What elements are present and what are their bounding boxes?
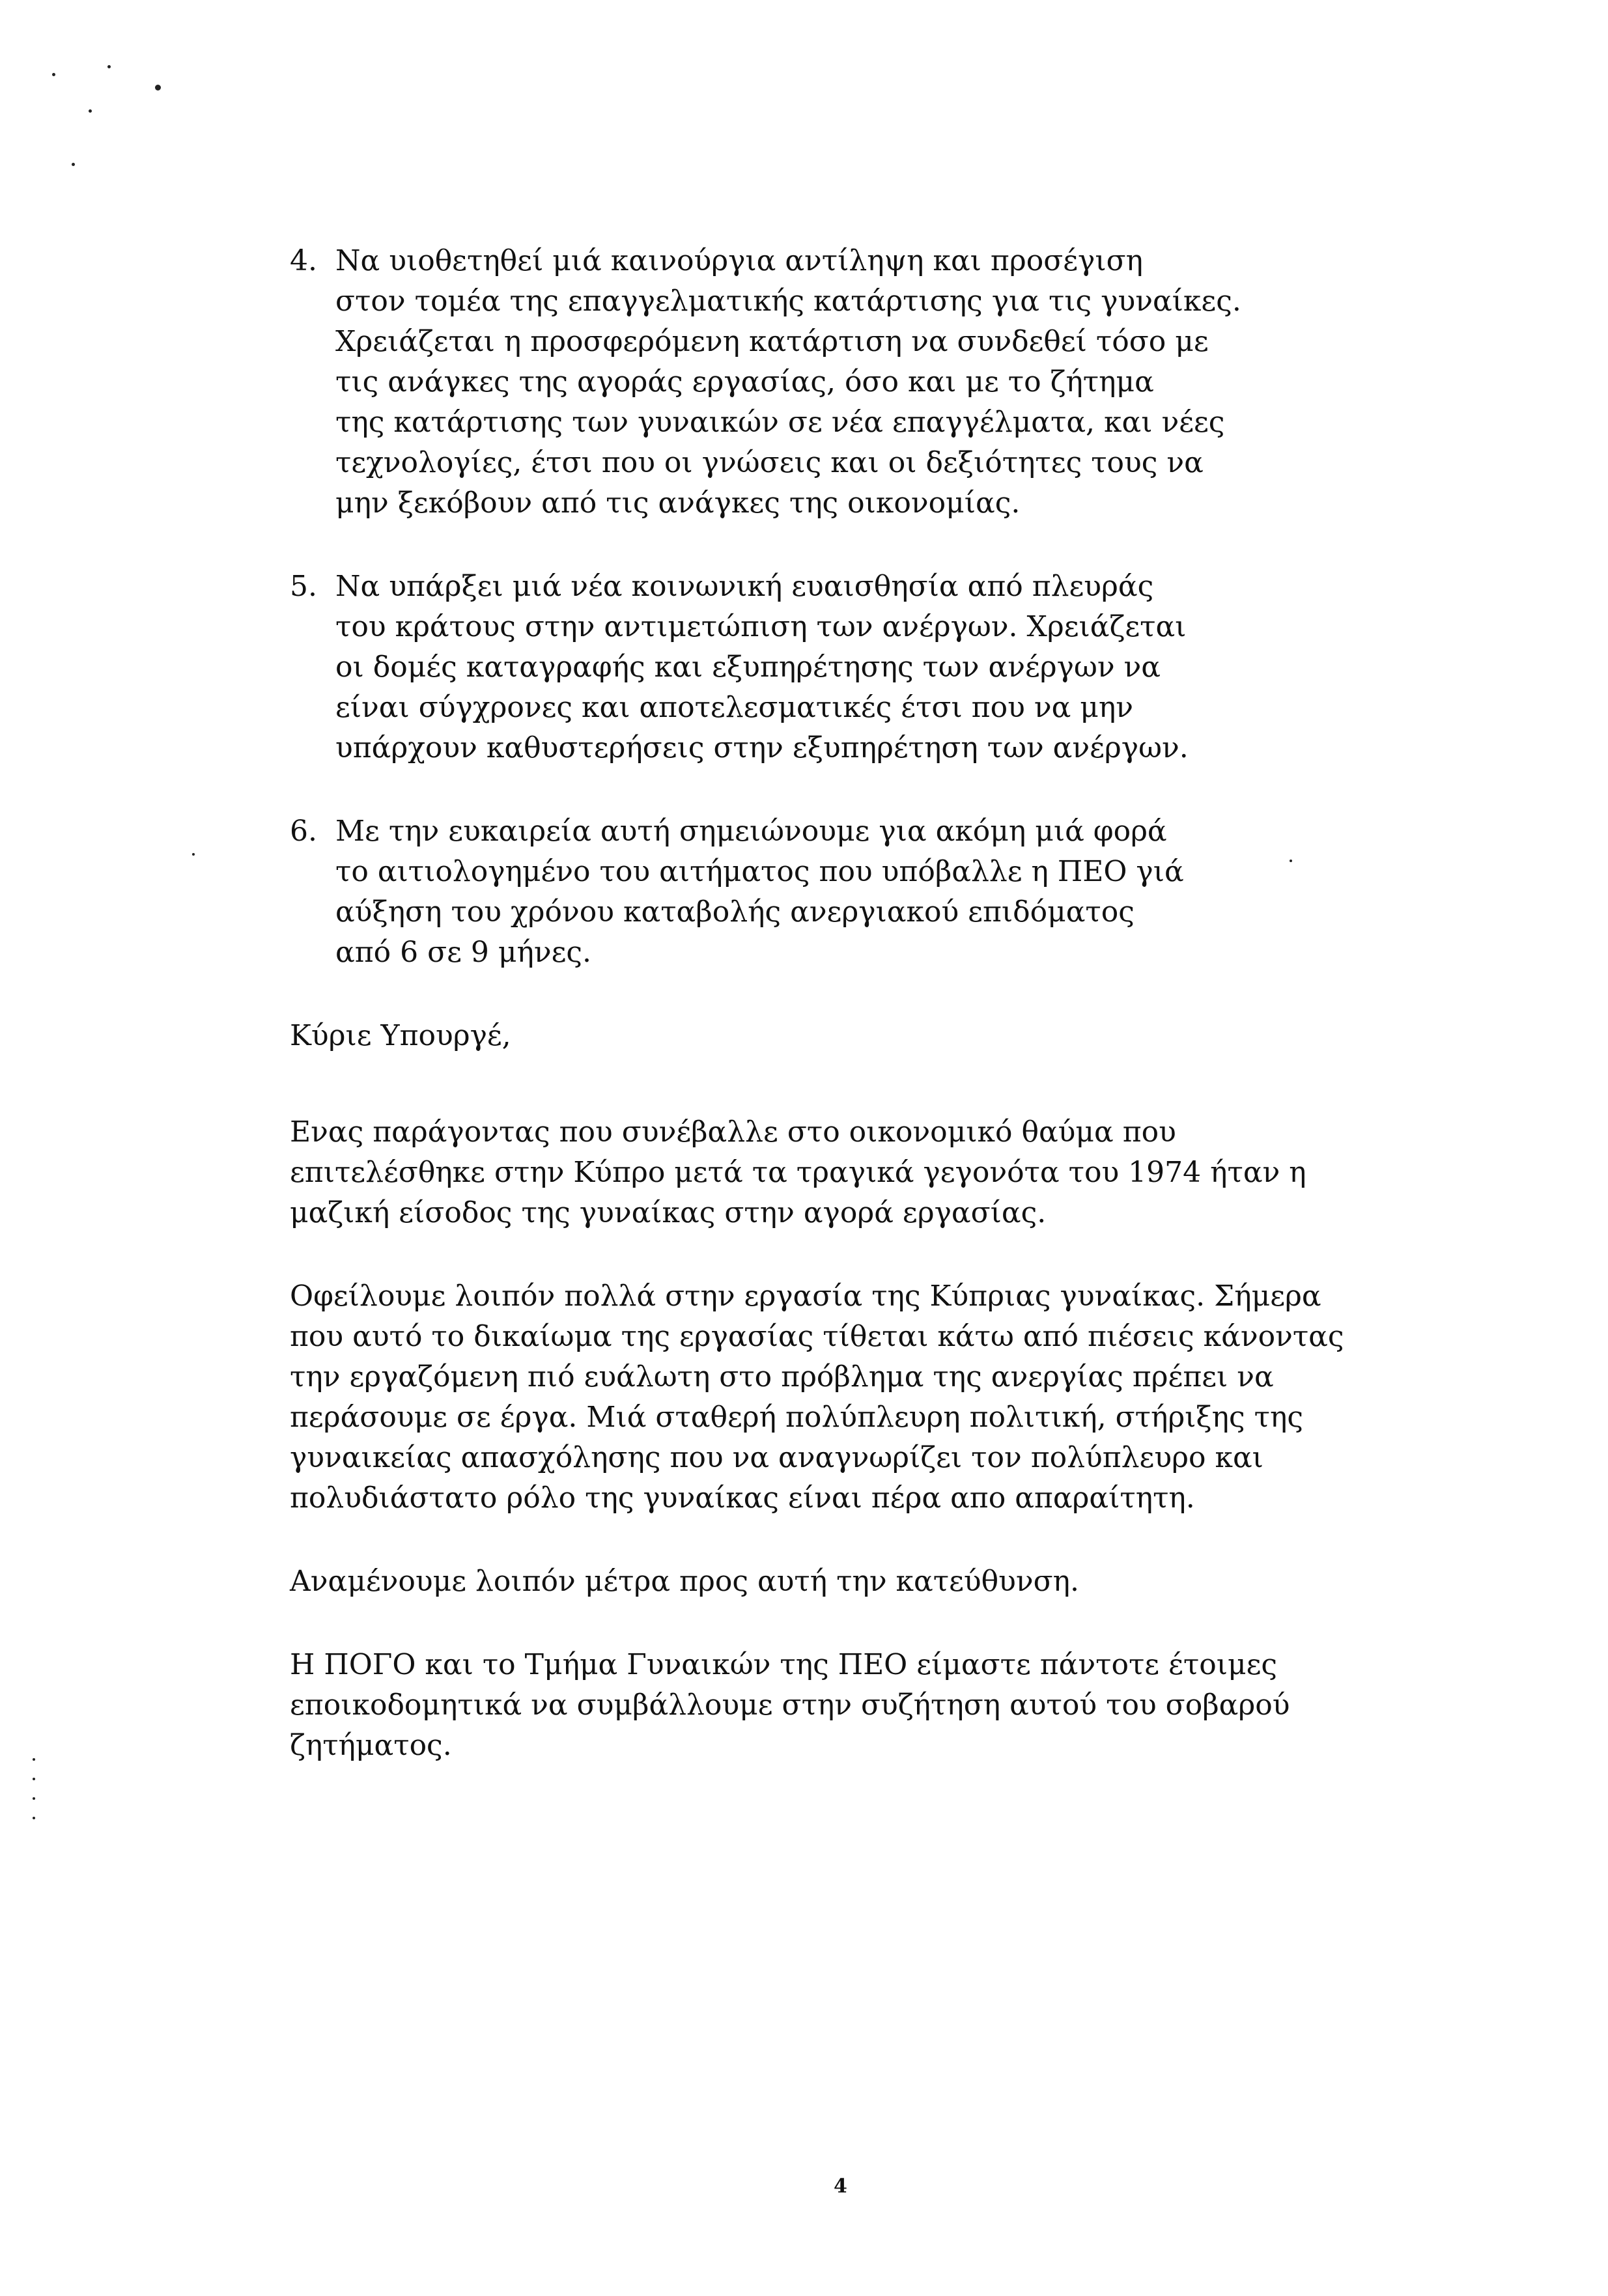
scan-speck bbox=[33, 1797, 35, 1800]
scan-speck bbox=[33, 1817, 35, 1819]
document-body bbox=[290, 241, 1410, 1809]
list-number: 5. bbox=[290, 570, 317, 603]
list-number: 6. bbox=[290, 815, 317, 848]
scan-speck bbox=[33, 1778, 35, 1780]
scan-speck bbox=[89, 109, 92, 113]
scan-speck bbox=[72, 163, 75, 166]
scan-speck bbox=[192, 853, 195, 856]
scan-speck bbox=[33, 1758, 35, 1761]
paragraph-closing: Η ΠΟΓΟ και το Τμήμα Γυναικών της ΠΕΟ είμαστε πάντοτε έτοιμες εποικοδομητικά να συμβάλλουμε στην συζήτηση αυτού του σοβαρού ζητήματος. bbox=[290, 1648, 1290, 1762]
paragraph-womens-work: Οφείλουμε λοιπόν πολλά στην εργασία της Κύπριας γυναίκας. Σήμερα που αυτό το δικαίωμα της εργασίας τίθεται κάτω από πιέσεις κάνοντας την εργαζόμενη πιό ευάλωτη στο πρόβλημα της ανεργίας πρέπει να περάσουμε σε έργα. Μιά σταθερή πολύπλευρη πολιτική, στήριξης της γυναικείας απασχόλησης που να αναγνωρίζει τον πολύπλευρο και πολυδιάστατο ρόλο της γυναίκας είναι πέρα απο απαραίτητη. bbox=[290, 1280, 1344, 1515]
salutation: Κύριε Υπουργέ, bbox=[290, 1019, 511, 1052]
page-number: 4 bbox=[834, 2175, 847, 2198]
scan-speck bbox=[155, 85, 161, 91]
list-text: Να υπάρξει μιά νέα κοινωνική ευαισθησία από πλευράς του κράτους στην αντιμετώπιση των ανέργων. Χρειάζεται οι δομές καταγραφής και εξυπηρέτησης των ανέργων να είναι σύγχρονες και αποτελεσματικές έτσι που να μην υπάρχουν καθυστερήσεις στην εξυπηρέτηση των ανέργων. bbox=[335, 570, 1189, 764]
list-item-5 bbox=[290, 567, 1410, 768]
paragraph-economic-miracle: Ενας παράγοντας που συνέβαλλε στο οικονομικό θαύμα που επιτελέσθηκε στην Κύπρο μετά τα τραγικά γεγονότα του 1974 ήταν η μαζική είσοδος της γυναίκας στην αγορά εργασίας. bbox=[290, 1115, 1306, 1229]
scan-speck bbox=[107, 65, 111, 68]
list-text: Να υιοθετηθεί μιά καινούργια αντίληψη και προσέγιση στον τομέα της επαγγελματικής κατάρτισης για τις γυναίκες. Χρειάζεται η προσφερόμενη κατάρτιση να συνδεθεί τόσο με τις ανάγκες της αγοράς εργασίας, όσο και με το ζήτημα της κατάρτισης των γυναικών σε νέα επαγγέλματα, και νέες τεχνολογίες, έτσι που οι γνώσεις και οι δεξιότητες τους να μην ξεκόβουν από τις ανάγκες της οικονομίας. bbox=[335, 244, 1241, 520]
list-text: Με την ευκαιρεία αυτή σημειώνουμε για ακόμη μιά φορά το αιτιολογημένο του αιτήματος που υπόβαλλε η ΠΕΟ γιά αύξηση του χρόνου καταβολής ανεργιακού επιδόματος από 6 σε 9 μήνες. bbox=[335, 815, 1184, 969]
list-item-6 bbox=[290, 811, 1410, 973]
scan-speck bbox=[52, 73, 55, 76]
list-item-4 bbox=[290, 241, 1410, 524]
paragraph-expect-measures: Αναμένουμε λοιπόν μέτρα προς αυτή την κατεύθυνση. bbox=[290, 1565, 1080, 1598]
list-number: 4. bbox=[290, 244, 317, 277]
